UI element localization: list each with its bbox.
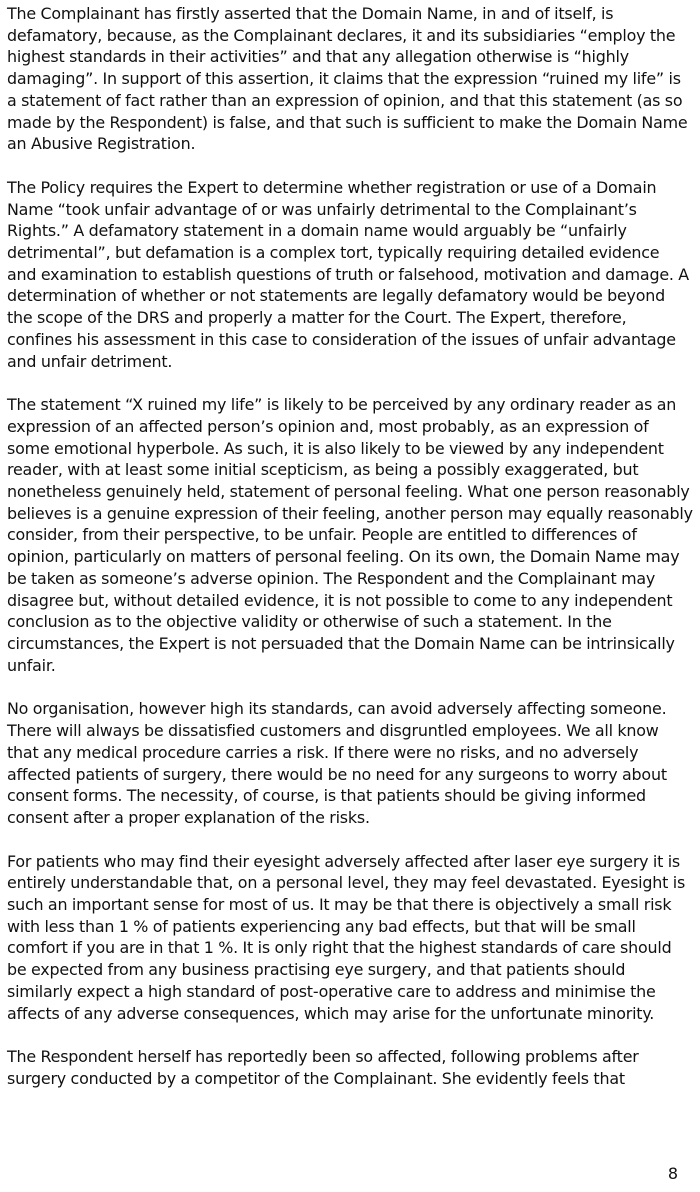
paragraph-respondent-affected: The Respondent herself has reportedly been so affected, following problems after surgery conducted by a competitor of the Complainant. She evidently feels that	[7, 1047, 639, 1088]
paragraph-complainant-assertion: The Complainant has firstly asserted that the Domain Name, in and of itself, is defamatory, because, as the Complainant declares, it and its subsidiaries “employ the highest standards in their activities” and that any allegation otherwise is “highly damaging”. In support of this assertion, it claims that the expression “ruined my life” is a statement of fact rather than an expression of opinion, and that this statement (as so made by the Respondent) is false, and that such is sufficient to make the Domain Name an Abusive Registration.	[7, 4, 688, 154]
paragraph-patients-eyesight: For patients who may find their eyesight adversely affected after laser eye surgery it is entirely understandable that, on a personal level, they may feel devastated. Eyesight is such an important sense for most of us. It may be that there is objectively a small risk with less than 1 % of patients experiencing any bad effects, but that will be small comfort if you are in that 1 %. It is only right that the highest standards of care should be expected from any business practising eye surgery, and that patients should similarly expect a high standard of post-operative care to address and minimise the affects of any adverse consequences, which may arise for the unfortunate minority.	[7, 851, 686, 1023]
page-body	[7, 3, 693, 1112]
paragraph-organisation-standards: No organisation, however high its standards, can avoid adversely affecting someone. There will always be dissatisfied customers and disgruntled employees. We all know that any medical procedure carries a risk. If there were no risks, and no adversely affected patients of surgery, there would be no need for any surgeons to worry about consent forms. The necessity, of course, is that patients should be giving informed consent after a proper explanation of the risks.	[7, 699, 667, 827]
page-number: 8	[667, 1164, 678, 1183]
paragraph-policy-requirement: The Policy requires the Expert to determine whether registration or use of a Domain Name “took unfair advantage of or was unfairly detrimental to the Complainant’s Rights.” A defamatory statement in a domain name would arguably be “unfairly detrimental”, but defamation is a complex tort, typically requiring detailed evidence and examination to establish questions of truth or falsehood, motivation and damage. A determination of whether or not statements are legally defamatory would be beyond the scope of the DRS and properly a matter for the Court. The Expert, therefore, confines his assessment in this case to consideration of the issues of unfair advantage and unfair detriment.	[7, 177, 689, 371]
paragraph-statement-perception: The statement “X ruined my life” is likely to be perceived by any ordinary reader as an expression of an affected person’s opinion and, most probably, as an expression of some emotional hyperbole. As such, it is also likely to be viewed by any independent reader, with at least some initial scepticism, as being a possibly exaggerated, but nonetheless genuinely held, statement of personal feeling. What one person reasonably believes is a genuine expression of their feeling, another person may equally reasonably consider, from their perspective, to be unfair. People are entitled to differences of opinion, particularly on matters of personal feeling. On its own, the Domain Name may be taken as someone’s adverse opinion. The Respondent and the Complainant may disagree but, without detailed evidence, it is not possible to come to any independent conclusion as to the objective validity or otherwise of such a statement. In the circumstances, the Expert is not persuaded that the Domain Name can be intrinsically unfair.	[7, 395, 693, 675]
